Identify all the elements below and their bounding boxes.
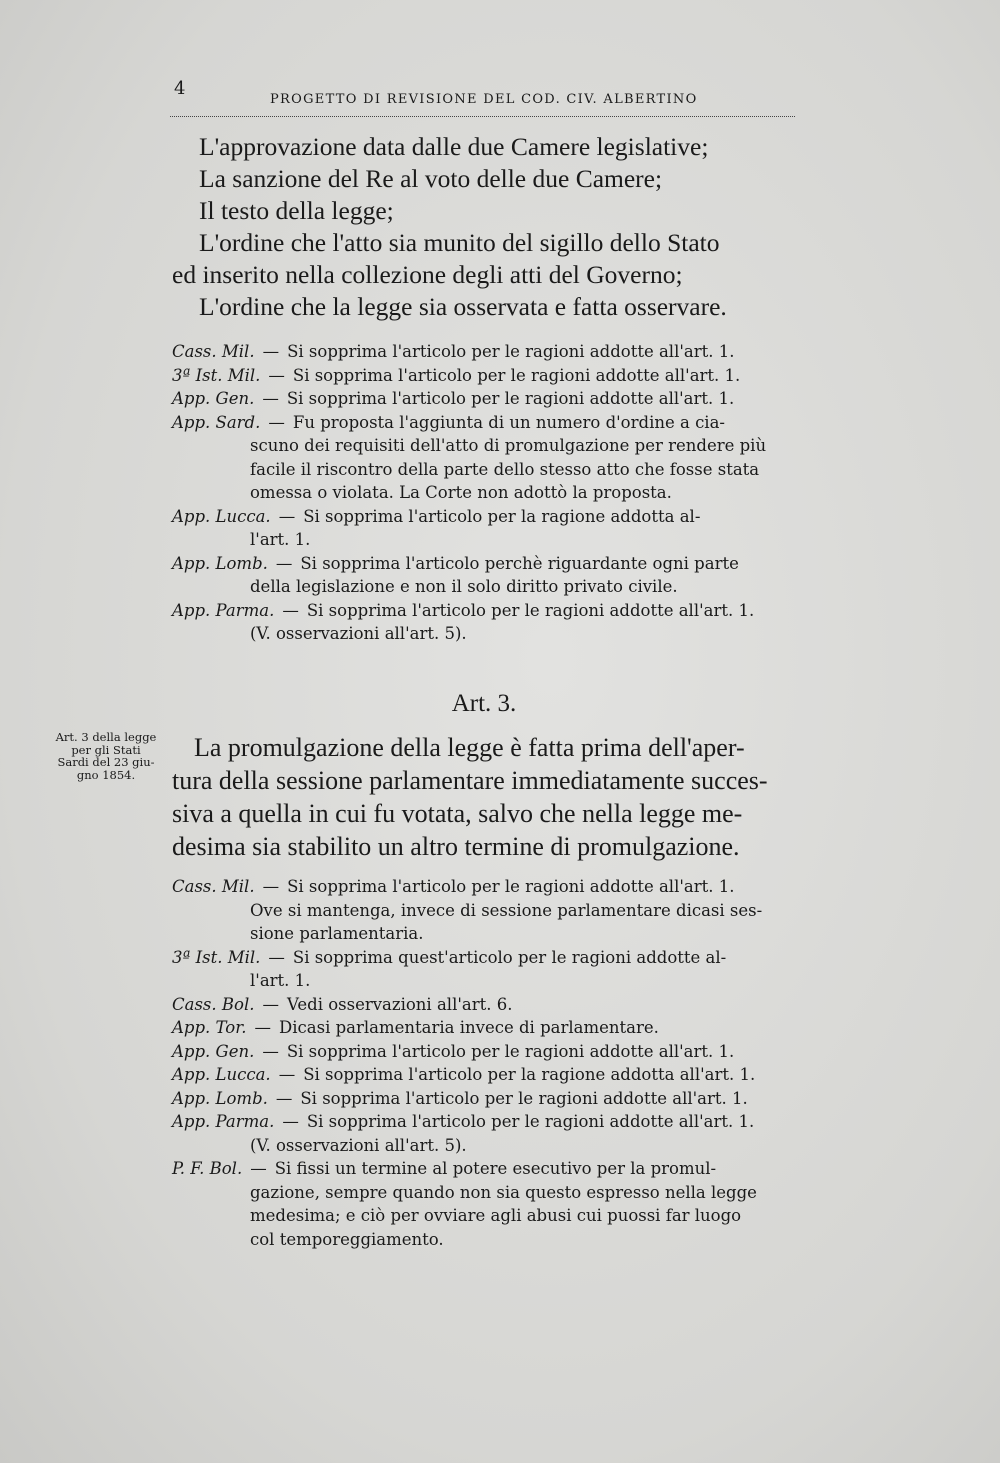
- court-note: [172, 946, 792, 970]
- court-note: [172, 364, 792, 388]
- note-continuation: Ove si mantenga, invece di sessione parlamentare dicasi ses-: [250, 900, 763, 920]
- note-text: Si sopprima l'articolo per le ragioni addotte all'art. 1.: [287, 877, 735, 896]
- note-source: App. Tor.: [172, 1018, 247, 1037]
- note-dash: —: [275, 1088, 293, 1108]
- article-line: La promulgazione della legge è fatta prima dell'aper-: [194, 733, 745, 762]
- note-text: Si sopprima l'articolo per le ragioni addotte all'art. 1.: [300, 1088, 748, 1108]
- note-continuation: medesima; e ciò per ovviare agli abusi cui puossi far luogo: [250, 1206, 742, 1225]
- note-dash: —: [278, 506, 296, 526]
- intro-line: Il testo della legge;: [199, 196, 394, 225]
- note-dash: —: [278, 1065, 296, 1084]
- note-source: 3ª Ist. Mil.: [172, 947, 261, 967]
- note-source: App. Lucca.: [172, 1065, 271, 1084]
- court-note: [172, 1040, 792, 1064]
- court-note: [172, 1063, 792, 1087]
- intro-line: L'ordine che l'atto sia munito del sigillo dello Stato: [199, 228, 720, 257]
- note-continuation: facile il riscontro della parte dello stesso atto che fosse stata: [250, 459, 760, 479]
- header-rule: [170, 116, 795, 117]
- note-text: Si sopprima l'articolo per la ragione addotta all'art. 1.: [303, 1065, 756, 1084]
- note-continuation: omessa o violata. La Corte non adottò la proposta.: [250, 483, 672, 502]
- page-number: 4: [174, 78, 186, 99]
- note-continuation: l'art. 1.: [250, 971, 311, 990]
- note-dash: —: [268, 947, 285, 967]
- note-source: P. F. Bol.: [172, 1159, 243, 1178]
- note-text: Si sopprima l'articolo per le ragioni addotte all'art. 1.: [286, 389, 735, 408]
- note-source: App. Lomb.: [172, 1088, 268, 1108]
- margin-note-line: gno 1854.: [76, 767, 136, 782]
- note-text: Si fissi un termine al potere esecutivo per la promul-: [274, 1159, 717, 1178]
- note-source: App. Gen.: [172, 389, 255, 408]
- note-source: Cass. Mil.: [172, 342, 255, 361]
- note-dash: —: [282, 1112, 299, 1131]
- article-line: tura della sessione parlamentare immediatamente succes-: [172, 766, 768, 795]
- note-dash: —: [262, 877, 280, 896]
- article-title: Art. 3.: [451, 690, 517, 717]
- note-source: App. Parma.: [172, 600, 275, 620]
- note-dash: —: [268, 365, 285, 385]
- court-note: [172, 411, 792, 435]
- note-dash: —: [262, 1041, 279, 1061]
- note-text: Si sopprima quest'articolo per le ragioni addotte al-: [292, 947, 727, 967]
- court-note: [172, 340, 792, 364]
- intro-line: L'approvazione data dalle due Camere legislative;: [199, 132, 709, 161]
- margin-note-line: Sardi del 23 giu-: [57, 755, 155, 769]
- article-heading: [0, 690, 1000, 718]
- note-source: Cass. Mil.: [172, 877, 255, 896]
- note-continuation: col temporeggiamento.: [250, 1229, 444, 1249]
- note-dash: —: [275, 553, 293, 573]
- note-text: Fu proposta l'aggiunta di un numero d'ordine a cia-: [292, 412, 725, 432]
- note-continuation: della legislazione e non il solo diritto privato civile.: [250, 577, 678, 596]
- court-note: [172, 875, 792, 899]
- note-text: Si sopprima l'articolo per le ragioni addotte all'art. 1.: [287, 342, 735, 361]
- note-text: Si sopprima l'articolo perchè riguardante ogni parte: [300, 553, 739, 573]
- intro-line: L'ordine che la legge sia osservata e fatta osservare.: [199, 292, 727, 321]
- article-line: siva a quella in cui fu votata, salvo che nella legge me-: [172, 799, 743, 828]
- court-note: [172, 993, 792, 1017]
- court-note: [172, 505, 792, 529]
- note-continuation: (V. osservazioni all'art. 5).: [250, 1135, 467, 1155]
- note-source: App. Lomb.: [172, 553, 268, 573]
- court-note: [172, 1110, 792, 1134]
- note-text: Vedi osservazioni all'art. 6.: [286, 994, 513, 1014]
- note-continuation: gazione, sempre quando non sia questo espresso nella legge: [250, 1182, 757, 1202]
- note-source: App. Lucca.: [172, 506, 271, 526]
- note-text: Dicasi parlamentaria invece di parlamentare.: [279, 1018, 659, 1037]
- court-note: [172, 1157, 792, 1181]
- running-title: PROGETTO DI REVISIONE DEL COD. CIV. ALBERTINO: [270, 92, 698, 107]
- article-line: desima sia stabilito un altro termine di promulgazione.: [172, 832, 740, 861]
- note-dash: —: [282, 600, 299, 620]
- note-text: Si sopprima l'articolo per la ragione addotta al-: [303, 506, 701, 526]
- court-notes-second: [172, 875, 792, 1251]
- margin-note-line: per gli Stati: [71, 742, 141, 757]
- margin-note-line: Art. 3 della legge: [55, 730, 157, 744]
- note-source: App. Gen.: [172, 1041, 255, 1061]
- article-text: [172, 731, 792, 863]
- court-notes-first: [172, 340, 792, 646]
- note-dash: —: [262, 389, 279, 408]
- page-header: [170, 78, 795, 120]
- note-dash: —: [262, 994, 279, 1014]
- court-note: [172, 387, 792, 411]
- note-text: Si sopprima l'articolo per le ragioni addotte all'art. 1.: [292, 365, 741, 385]
- intro-text: [172, 131, 794, 323]
- note-text: Si sopprima l'articolo per le ragioni addotte all'art. 1.: [306, 1112, 755, 1131]
- note-continuation: l'art. 1.: [250, 530, 311, 549]
- note-source: Cass. Bol.: [172, 994, 255, 1014]
- margin-note: [42, 731, 170, 781]
- note-continuation: (V. osservazioni all'art. 5).: [250, 624, 467, 643]
- intro-line: ed inserito nella collezione degli atti del Governo;: [172, 260, 683, 289]
- court-note: [172, 552, 792, 576]
- note-dash: —: [250, 1159, 267, 1178]
- court-note: [172, 599, 792, 623]
- court-note: [172, 1087, 792, 1111]
- note-continuation: sione parlamentaria.: [250, 924, 424, 943]
- note-dash: —: [254, 1018, 272, 1037]
- note-continuation: scuno dei requisiti dell'atto di promulgazione per rendere più: [250, 436, 767, 455]
- court-note: [172, 1016, 792, 1040]
- note-source: App. Parma.: [172, 1112, 275, 1131]
- note-text: Si sopprima l'articolo per le ragioni addotte all'art. 1.: [286, 1041, 735, 1061]
- note-dash: —: [262, 342, 280, 361]
- note-dash: —: [268, 412, 285, 432]
- intro-line: La sanzione del Re al voto delle due Camere;: [199, 164, 663, 193]
- note-source: App. Sard.: [172, 412, 261, 432]
- note-text: Si sopprima l'articolo per le ragioni addotte all'art. 1.: [306, 600, 755, 620]
- note-source: 3ª Ist. Mil.: [172, 365, 261, 385]
